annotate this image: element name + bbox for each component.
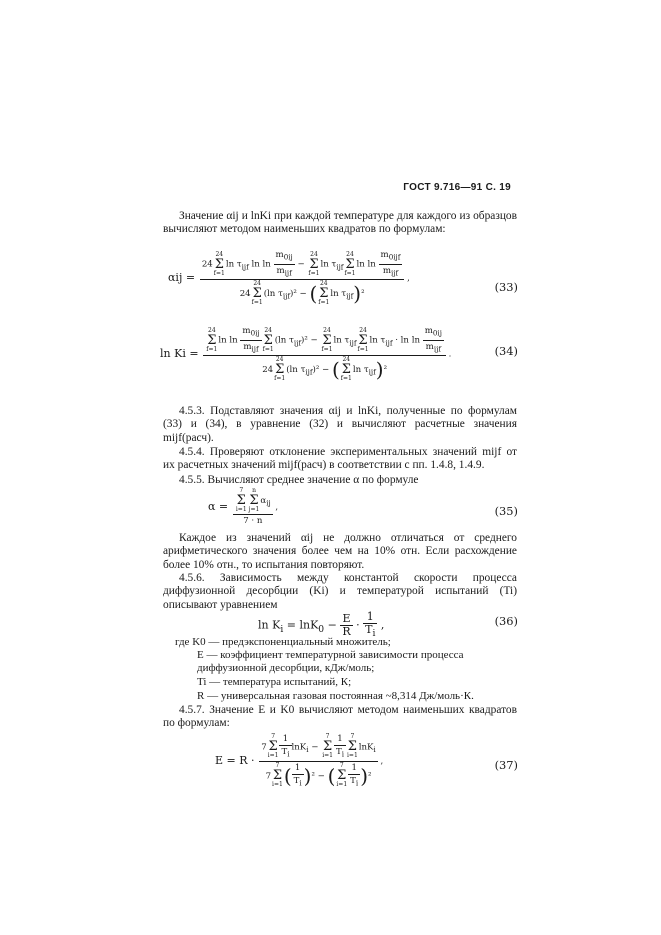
paragraph-4-5-4: 4.5.4. Проверяют отклонение экспериментальных значений mijf от их расчетных значений mijf(расч) в соответствии с пп. 1.4.8, 1.4.9. <box>163 446 517 472</box>
formula-35-fraction: 7 Σ i=1n Σ $j=1\alpha_{ij}$ 7 · n <box>233 488 273 526</box>
formula-37: E = R · 77 Σ i=1 $\frac{1}{T_i}$ lnK$_i$ − 7 Σ i=1 $\frac{1}{T_i}$ 7 Σ i=1lnK$_i$ 77 Σ i=1( $\frac{1}{T_i}$ )² − ( 7 Σ i=1 $\frac{1}{T_i}$ )² , (37) <box>215 733 518 789</box>
paragraph-4-5-5: 4.5.5. Вычисляют среднее значение α по формуле <box>179 474 419 486</box>
lnk-lhs: ln Ki = <box>160 347 199 361</box>
where-r: R — универсальная газовая постоянная ~8,314 Дж/моль·К. <box>197 690 474 702</box>
eq-number-37: (37) <box>494 758 518 772</box>
e-lhs: E = R · <box>215 754 255 768</box>
where-k0: где K0 — предэкспоненциальный множитель; <box>175 636 391 648</box>
alpha-mean-lhs: α = <box>208 500 229 513</box>
formula-36: $\ln K_i = \ln K_0$ − $\frac{E}{R}$ · $\frac{1}{T_i}$ , (36) <box>258 610 518 640</box>
eq-number-33: (33) <box>494 280 518 294</box>
intro-paragraph: Значение αij и lnKi при каждой температуре для каждого из образцов вычисляют методом наименьших квадратов по формулам: <box>163 210 517 236</box>
where-ti: Ti — температура испытаний, К; <box>197 676 352 688</box>
formula-33-fraction: 2424 Σ f=1ln $\tau_{ijf}$ ln ln $\frac{m_{0ij}}{m_{ijf}}$ − 24 Σ f=1ln $\tau_{ijf}24$ Σ f=1ln ln $\frac{m_{0ijf}}{m_{ijf}}$ 2424 Σ f=1(ln $\tau_{ijf})^2$ − ( 24 Σ f=1ln $\tau_{ijf})^2$ <box>200 250 405 306</box>
eq-number-36: (36) <box>494 614 518 628</box>
paragraph-4-5-3: 4.5.3. Подставляют значения αij и lnKi, полученные по формулам (33) и (34), в уравнение (32) и вычисляют расчетные значения mijf(расч). <box>163 405 517 444</box>
formula-37-fraction: 77 Σ i=1 $\frac{1}{T_i}$ lnK$_i$ − 7 Σ i=1 $\frac{1}{T_i}$ 7 Σ i=1lnK$_i$ 77 Σ i=1( $\frac{1}{T_i}$ )² − ( 7 Σ i=1 $\frac{1}{T_i}$ )² <box>261 733 376 789</box>
alpha-lhs: αij = <box>168 271 196 285</box>
eq-number-34: (34) <box>494 344 518 358</box>
paragraph-4-5-7: 4.5.7. Значение E и K0 вычисляют методом наименьших квадратов по формулам: <box>163 704 517 730</box>
page-header: ГОСТ 9.716—91 С. 19 <box>403 182 511 193</box>
formula-33: αij = 2424 Σ f=1ln $\tau_{ijf}$ ln ln $\frac{m_{0ij}}{m_{ijf}}$ − 24 Σ f=1ln $\tau_{ijf}24$ Σ f=1ln ln $\frac{m_{0ijf}}{m_{ijf}}$ 2424 Σ f=1(ln $\tau_{ijf})^2$ − ( 24 Σ f=1ln $\tau_{ijf})^2$ , (33) <box>168 250 518 307</box>
paragraph-each-value: Каждое из значений αij не должно отличаться от среднего арифметического значения более чем на 10% отн. Если расхождение более 10% отн., то испытания повторяют. <box>163 532 517 571</box>
where-e: E — коэффициент температурной зависимости процесса диффузионной десорбции, кДж/моль; <box>197 649 464 674</box>
eq-number-35: (35) <box>494 504 518 518</box>
paragraph-4-5-6: 4.5.6. Зависимость между константой скорости процесса диффузионной десорбции (Ki) и температурой испытаний (Ti) описывают уравнением <box>163 572 517 611</box>
formula-34: ln Ki = 24 Σ f=1ln ln $\frac{m_{0ij}}{m_{ijf}}$ 24 Σ f=1(ln $\tau_{ijf})^2 - 24$ Σ f=1ln $\tau_{ijf}24$ Σ f=1ln $\tau_{ijf} \cdot \ln \ln$ $\frac{m_{0ij}}{m_{ijf}}$ 2424 Σ f=1(ln $\tau_{ijf})^2$ − ( 24 Σ f=1ln $\tau_{ijf})^2$ . (34) <box>160 326 518 383</box>
formula-34-fraction: 24 Σ f=1ln ln $\frac{m_{0ij}}{m_{ijf}}$ 24 Σ f=1(ln $\tau_{ijf})^2 - 24$ Σ f=1ln $\tau_{ijf}24$ Σ f=1ln $\tau_{ijf} \cdot \ln \ln$ $\frac{m_{0ij}}{m_{ijf}}$ 2424 Σ f=1(ln $\tau_{ijf})^2$ − ( 24 Σ f=1ln $\tau_{ijf})^2$ <box>203 326 446 382</box>
formula-35: α = 7 Σ i=1n Σ $j=1\alpha_{ij}$ 7 · n , (35) <box>208 487 518 526</box>
